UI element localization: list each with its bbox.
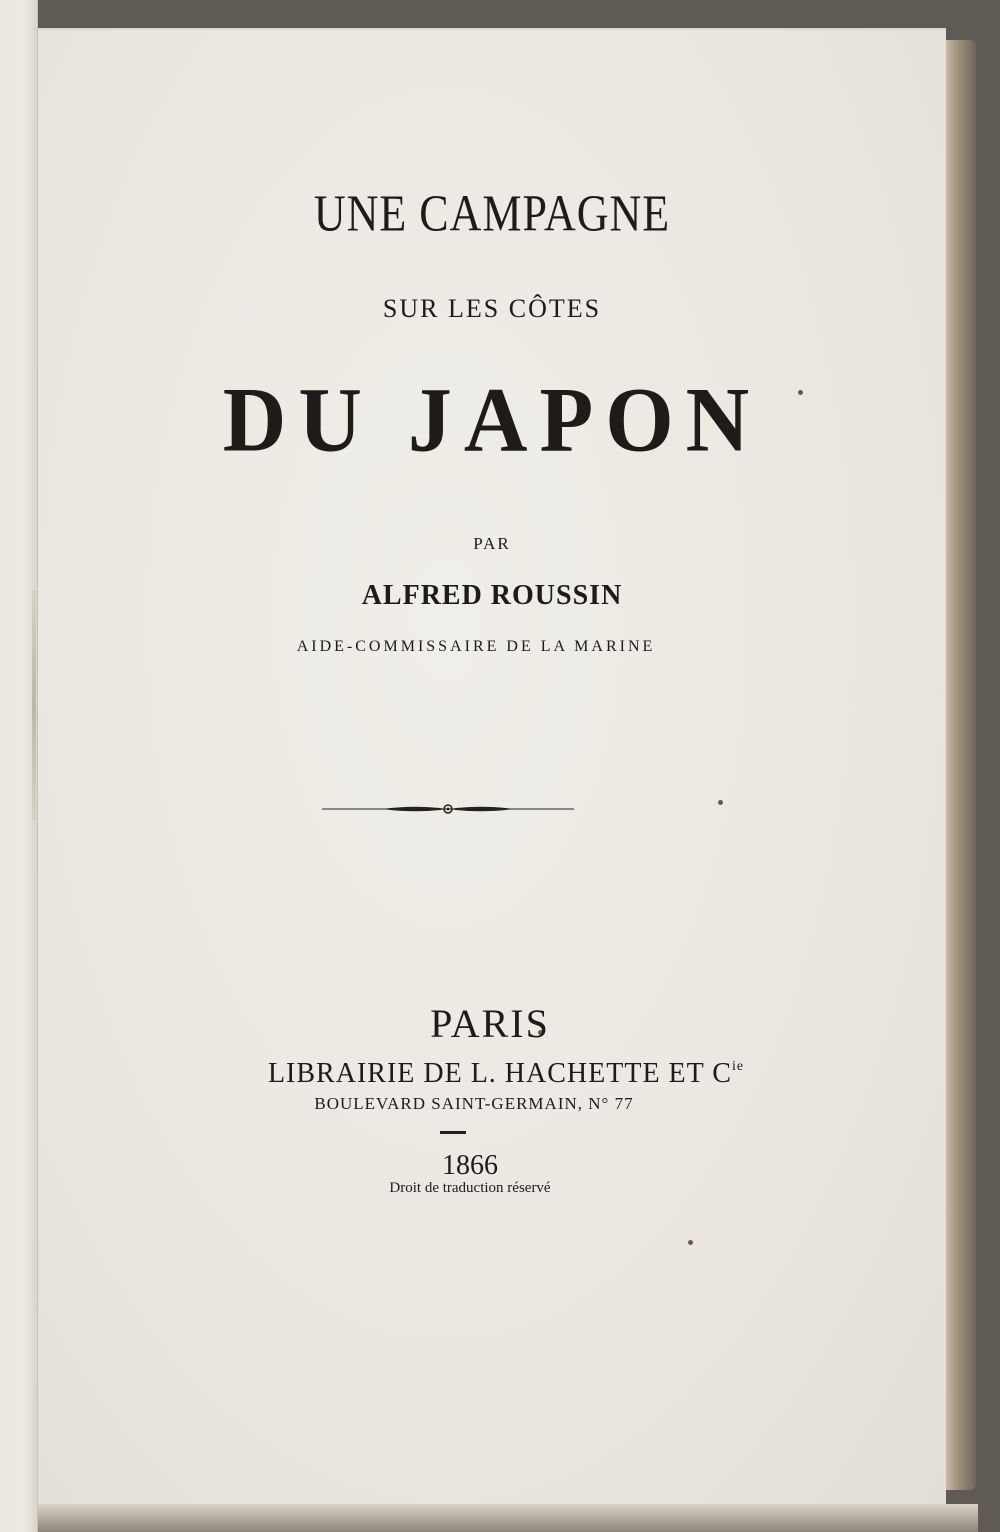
publisher-city: PARIS	[430, 1001, 550, 1046]
ornament-rule-icon	[322, 798, 574, 820]
book-bottom-edge	[38, 1504, 978, 1532]
title-page	[38, 28, 946, 1504]
foxing-spot	[688, 1240, 693, 1245]
publisher-name	[52, 1058, 960, 1090]
title-main: DU JAPON	[222, 369, 762, 472]
author-name: ALFRED ROUSSIN	[361, 580, 623, 611]
title-line-1: UNE CAMPAGNE	[313, 184, 671, 243]
divider-dash	[440, 1131, 466, 1134]
page-block-edge	[946, 40, 976, 1490]
author-title: AIDE-COMMISSAIRE DE LA MARINE	[296, 638, 656, 655]
publisher-name-sup: ie	[731, 1059, 745, 1074]
publisher-name-text: LIBRAIRIE DE L. HACHETTE ET C	[267, 1058, 732, 1089]
by-label: PAR	[473, 534, 511, 553]
rights-notice: Droit de traduction réservé	[389, 1180, 551, 1196]
stitching-mark	[32, 590, 36, 820]
publisher-address: BOULEVARD SAINT-GERMAIN, N° 77	[314, 1094, 634, 1113]
foxing-spot	[718, 800, 723, 805]
publication-year: 1866	[442, 1150, 498, 1181]
title-line-2: SUR LES CÔTES	[382, 294, 602, 323]
